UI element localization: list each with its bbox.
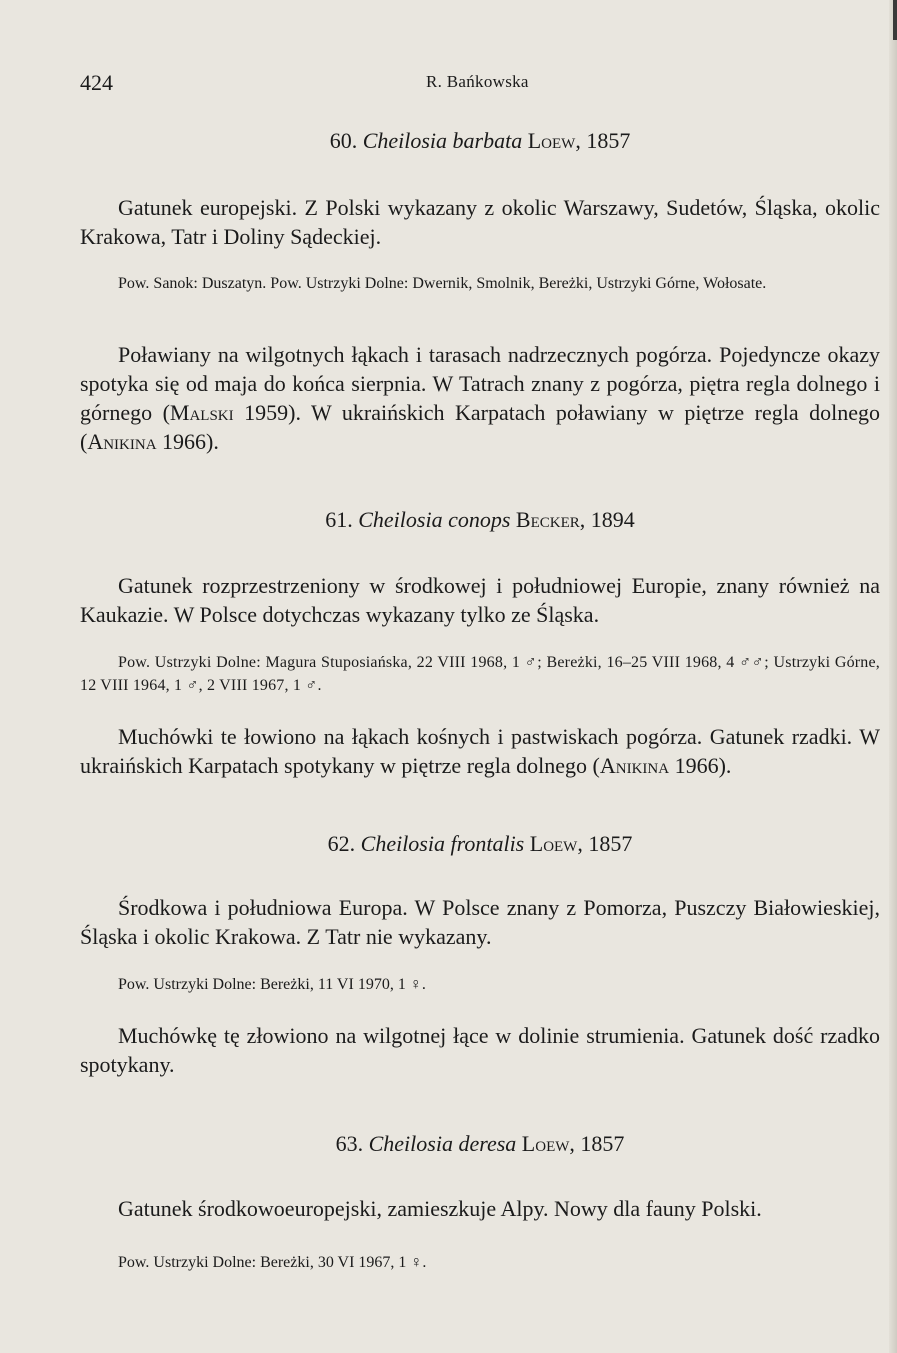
locality-note: Pow. Ustrzyki Dolne: Bereżki, 11 VI 1970, 1 ♀. xyxy=(118,976,426,993)
species-year: , 1857 xyxy=(575,128,631,153)
page-header xyxy=(80,70,880,100)
species-genus: Cheilosia xyxy=(362,128,448,153)
species-genus: Cheilosia xyxy=(368,1131,453,1156)
species-author: Loew xyxy=(529,831,578,856)
species-year: , 1894 xyxy=(579,507,635,532)
species-heading-61 xyxy=(80,505,880,535)
reference-author: Anikina xyxy=(87,429,157,454)
locality-note: Pow. Ustrzyki Dolne: Bereżki, 30 VI 1967, 1 ♀. xyxy=(118,1254,427,1271)
species-number: 60. xyxy=(329,128,358,153)
species-author: Loew xyxy=(521,1131,570,1156)
paragraph-ecology: Muchówki te łowiono na łąkach kośnych i pastwiskach pogórza. Gatunek rzadki. W ukraińskich Karpatach spotykany w piętrze regla dolnego (Anikina 1966). xyxy=(80,724,880,778)
running-head: R. Bańkowska xyxy=(426,72,529,91)
species-year: , 1857 xyxy=(577,831,633,856)
species-number: 62. xyxy=(327,831,356,856)
paragraph-ecology: Poławiany na wilgotnych łąkach i tarasach nadrzecznych pogórza. Pojedyncze okazy spotyka się od maja do końca sierpnia. W Tatrach znany z pogórza, piętra regla dolnego i górnego (Malski 1959). W ukraińskich Karpatach poławiany w piętrze regla dolnego (Anikina 1966). xyxy=(80,342,880,454)
species-number: 63. xyxy=(335,1131,364,1156)
species-epithet: deresa xyxy=(458,1131,517,1156)
species-heading-60 xyxy=(80,126,880,156)
paragraph-distribution: Gatunek europejski. Z Polski wykazany z okolic Warszawy, Sudetów, Śląska, okolic Krakowa, Tatr i Doliny Sądeckiej. xyxy=(80,195,880,249)
page-number: 424 xyxy=(80,70,113,95)
species-epithet: conops xyxy=(448,507,511,532)
paragraph-distribution: Gatunek rozprzestrzeniony w środkowej i południowej Europie, znany również na Kaukazie. W Polsce dotychczas wykazany tylko ze Śląska. xyxy=(80,573,880,627)
species-epithet: barbata xyxy=(452,128,523,153)
locality-note: Pow. Ustrzyki Dolne: Magura Stuposiańska, 22 VIII 1968, 1 ♂; Bereżki, 16–25 VIII 1968, 4 ♂♂; Ustrzyki Górne, 12 VIII 1964, 1 ♂, 2 VIII 1967, 1 ♂. xyxy=(80,654,880,694)
species-author: Becker xyxy=(515,507,580,532)
paragraph-distribution: Środkowa i południowa Europa. W Polsce znany z Pomorza, Puszczy Białowieskiej, Śląska i okolic Krakowa. Z Tatr nie wykazany. xyxy=(80,895,880,949)
reference-author: Malski xyxy=(169,400,234,425)
species-genus: Cheilosia xyxy=(360,831,445,856)
reference-author: Anikina xyxy=(599,753,670,778)
paragraph-distribution: Gatunek środkowoeuropejski, zamieszkuje Alpy. Nowy dla fauny Polski. xyxy=(118,1196,762,1221)
species-author: Loew xyxy=(527,128,576,153)
species-number: 61. xyxy=(325,507,353,532)
species-year: , 1857 xyxy=(569,1131,625,1156)
species-heading-63 xyxy=(80,1129,880,1159)
page-edge xyxy=(889,0,897,1353)
species-genus: Cheilosia xyxy=(358,507,443,532)
page-edge-mark xyxy=(893,0,897,40)
species-heading-62 xyxy=(80,829,880,859)
paragraph-ecology: Muchówkę tę złowiono na wilgotnej łące w dolinie strumienia. Gatunek dość rzadko spotykany. xyxy=(80,1023,880,1077)
locality-note: Pow. Sanok: Duszatyn. Pow. Ustrzyki Dolne: Dwernik, Smolnik, Bereżki, Ustrzyki Górne, Wołosate. xyxy=(118,275,767,292)
species-epithet: frontalis xyxy=(450,831,525,856)
